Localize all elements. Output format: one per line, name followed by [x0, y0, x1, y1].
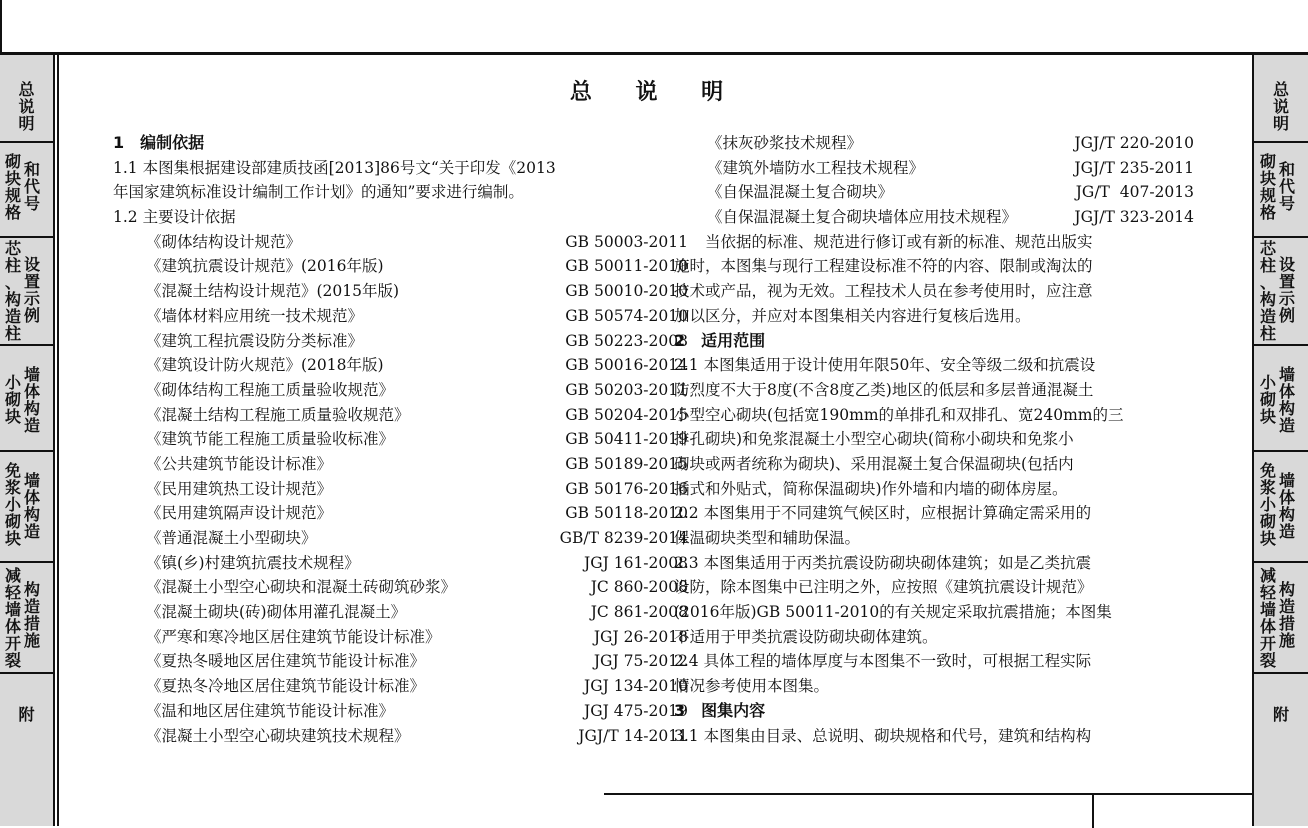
- reference-code: JGJ 475-2019: [583, 701, 688, 720]
- paragraph-line: 1.1 本图集根据建设部建质技函[2013]86号文“关于印发《2013: [113, 158, 556, 177]
- reference-title: 《墙体材料应用统一技术规范》: [146, 306, 364, 325]
- paragraph-line: 情况参考使用本图集。: [674, 677, 830, 696]
- left-index-tabs: [0, 55, 55, 826]
- tab-small-block-wall[interactable]: 小 砌 块 墙 体 构 造: [1254, 346, 1308, 452]
- reference-code: JGJ/T 14-2011: [578, 726, 688, 745]
- right-text-column: [674, 131, 1194, 748]
- reference-item: [113, 254, 688, 279]
- reference-title: 《自保温混凝土复合砌块墙体应用技术规程》: [707, 208, 1018, 227]
- reference-item: [113, 526, 688, 551]
- reference-code: GB 50204-2015: [565, 405, 688, 424]
- tab-small-block-wall[interactable]: 小 砌 块 墙 体 构 造: [0, 346, 53, 452]
- tab-block-specs[interactable]: 砌 块 规 格 和 代 号: [1254, 143, 1308, 238]
- reference-title: 《建筑工程抗震设防分类标准》: [146, 331, 364, 350]
- tab-mortarless-block-wall[interactable]: 免 浆 小 砌 块 墙 体 构 造: [1254, 452, 1308, 563]
- reference-code: JGJ 26-2018: [593, 627, 688, 646]
- reference-code: GB 50016-2014: [565, 356, 688, 375]
- reference-item: [113, 625, 688, 650]
- tab-appendix[interactable]: 附: [1272, 705, 1289, 724]
- tab-mortarless-block-wall[interactable]: 免 浆 小 砌 块 墙 体 构 造: [0, 452, 53, 563]
- reference-title: 《混凝土结构工程施工质量验收规范》: [146, 405, 410, 424]
- reference-title: 《建筑外墙防水工程技术规程》: [707, 158, 925, 177]
- reference-item: [113, 501, 688, 526]
- reference-title: 《严寒和寒冷地区居住建筑节能设计标准》: [146, 627, 441, 646]
- tab-crack-reduction[interactable]: 减 轻 墙 体 开 裂 构 造 措 施: [1254, 563, 1308, 674]
- reference-code: GB 50223-2008: [565, 331, 688, 350]
- paragraph-line: 技术或产品，视为无效。工程技术人员在参考使用时，应注意: [674, 282, 1093, 301]
- paragraph-line: 砌块或两者统称为砌块)、采用混凝土复合保温砌块(包括内: [674, 454, 1074, 473]
- reference-code: JGJ 161-2008: [583, 553, 688, 572]
- reference-title: 《公共建筑节能设计标准》: [146, 454, 333, 473]
- reference-item: [113, 699, 688, 724]
- paragraph-line: 2.3 本图集适用于丙类抗震设防砌块砌体建筑；如是乙类抗震: [674, 553, 1092, 572]
- reference-item: [674, 205, 1194, 230]
- paragraph-line: 施时，本图集与现行工程建设标准不符的内容、限制或淘汰的: [674, 257, 1093, 276]
- reference-title: 《建筑抗震设计规范》(2016年版): [146, 257, 384, 276]
- reference-item: [113, 279, 688, 304]
- tab-core-column[interactable]: 芯 柱 、 构 造 柱 设 置 示 例: [1254, 238, 1308, 346]
- left-text-column: [113, 131, 688, 748]
- paragraph-line: (2016年版)GB 50011-2010的有关规定采取抗震措施；本图集: [674, 603, 1112, 622]
- reference-item: [674, 131, 1194, 156]
- reference-code: GB 50010-2010: [565, 282, 688, 301]
- paragraph-line: 保温砌块类型和辅助保温。: [674, 529, 861, 547]
- reference-code: GB 50574-2010: [565, 306, 688, 325]
- paragraph-line: 插式和外贴式，简称保温砌块)作外墙和内墙的砌体房屋。: [674, 479, 1068, 498]
- reference-item: [113, 403, 688, 428]
- reference-list: [113, 230, 688, 748]
- paragraph-line: 当依据的标准、规范进行修订或有新的标准、规范出版实: [674, 232, 1093, 251]
- tab-core-column[interactable]: 芯 柱 、 构 造 柱 设 置 示 例: [0, 238, 53, 346]
- reference-item: [113, 551, 688, 576]
- reference-item: [113, 427, 688, 452]
- reference-code: JGJ/T 323-2014: [1074, 208, 1194, 227]
- tab-crack-reduction[interactable]: 减 轻 墙 体 开 裂 构 造 措 施: [0, 563, 53, 674]
- page-title: 总 说 明: [569, 80, 742, 105]
- tab-block-specs[interactable]: 砌 块 规 格 和 代 号: [0, 143, 53, 238]
- reference-code: JG/T 407-2013: [1075, 183, 1194, 202]
- paragraph-line: 2.1 本图集适用于设计使用年限50年、安全等级二级和抗震设: [674, 356, 1096, 375]
- paragraph-line: 小型空心砌块(包括宽190mm的单排孔和双排孔、宽240mm的三: [674, 405, 1124, 424]
- right-index-tabs: [1252, 55, 1308, 826]
- paragraph-line: 2.2 本图集用于不同建筑气候区时，应根据计算确定需采用的: [674, 504, 1092, 523]
- document-page: [59, 55, 1252, 826]
- reference-title: 《夏热冬暖地区居住建筑节能设计标准》: [146, 652, 426, 671]
- reference-code: GB 50411-2019: [565, 430, 688, 449]
- reference-code: GB 50011-2010: [565, 257, 688, 276]
- reference-title: 《自保温混凝土复合砌块》: [707, 183, 894, 202]
- reference-code: GB 50189-2015: [565, 454, 688, 473]
- reference-title: 《混凝土小型空心砌块建筑技术规程》: [146, 726, 410, 745]
- reference-title: 《抹灰砂浆技术规程》: [707, 134, 863, 152]
- title-block-divider: [1092, 795, 1094, 828]
- reference-title: 《砌体结构设计规范》: [146, 232, 302, 251]
- reference-code: JC 861-2008: [590, 603, 688, 622]
- reference-title: 《民用建筑隔声设计规范》: [146, 504, 333, 523]
- reference-item: [113, 353, 688, 378]
- reference-title: 《建筑设计防火规范》(2018年版): [146, 356, 384, 375]
- reference-code: JGJ/T 220-2010: [1074, 134, 1194, 152]
- section-heading-3: 3 图集内容: [674, 700, 766, 720]
- paragraph-line: 防烈度不大于8度(不含8度乙类)地区的低层和多层普通混凝土: [674, 380, 1094, 399]
- reference-item: [113, 230, 688, 255]
- reference-code: GB 50003-2011: [565, 232, 688, 251]
- reference-item: [113, 649, 688, 674]
- tab-appendix[interactable]: 附: [18, 705, 35, 724]
- reference-item: [113, 724, 688, 749]
- reference-item: [674, 156, 1194, 181]
- reference-title: 《建筑节能工程施工质量验收标准》: [146, 430, 395, 449]
- reference-item: [113, 575, 688, 600]
- section-heading-1: 1 编制依据: [113, 133, 205, 152]
- title-block-top: [604, 793, 1252, 826]
- reference-code: JGJ 75-2012: [593, 652, 688, 671]
- paragraph-line: 设防，除本图集中已注明之外，应按照《建筑抗震设计规范》: [674, 578, 1093, 597]
- paragraph-line: 不适用于甲类抗震设防砌块砌体建筑。: [674, 627, 938, 646]
- reference-title: 《镇(乡)村建筑抗震技术规程》: [146, 553, 360, 572]
- reference-item: [113, 329, 688, 354]
- reference-title: 《温和地区居住建筑节能设计标准》: [146, 701, 395, 720]
- reference-item: [113, 452, 688, 477]
- reference-code: JGJ 134-2010: [583, 677, 688, 696]
- paragraph-line: 1.2 主要设计依据: [113, 208, 236, 227]
- section-heading-2: 2 适用范围: [674, 330, 766, 350]
- reference-title: 《民用建筑热工设计规范》: [146, 479, 333, 498]
- reference-code: GB 50118-2010: [565, 504, 688, 523]
- reference-item: [113, 378, 688, 403]
- reference-item: [674, 180, 1194, 205]
- reference-title: 《夏热冬冷地区居住建筑节能设计标准》: [146, 677, 426, 696]
- tab-general-notes[interactable]: 总 说 明: [1254, 55, 1308, 143]
- reference-list: [674, 131, 1194, 230]
- reference-item: [113, 304, 688, 329]
- reference-code: JC 860-2008: [590, 578, 688, 597]
- reference-item: [113, 477, 688, 502]
- paragraph-line: 3.1 本图集由目录、总说明、砌块规格和代号，建筑和结构构: [674, 726, 1092, 745]
- reference-title: 《普通混凝土小型砌块》: [146, 529, 317, 547]
- reference-item: [113, 600, 688, 625]
- tab-general-notes[interactable]: 总 说 明: [0, 55, 53, 143]
- reference-code: GB 50203-2011: [565, 380, 688, 399]
- paragraph-line: 年国家建筑标准设计编制工作计划》的通知”要求进行编制。: [113, 183, 524, 202]
- reference-title: 《混凝土砌块(砖)砌体用灌孔混凝土》: [146, 603, 407, 622]
- reference-title: 《混凝土结构设计规范》(2015年版): [146, 282, 400, 301]
- paragraph-line: 加以区分，并应对本图集相关内容进行复核后选用。: [674, 306, 1031, 325]
- paragraph-line: 2.4 具体工程的墙体厚度与本图集不一致时，可根据工程实际: [674, 652, 1092, 671]
- reference-code: GB/T 8239-2014: [559, 529, 688, 547]
- reference-title: 《砌体结构工程施工质量验收规范》: [146, 380, 395, 399]
- reference-title: 《混凝土小型空心砌块和混凝土砖砌筑砂浆》: [146, 578, 457, 597]
- frame-corner-line: [0, 0, 2, 52]
- paragraph-line: 排孔砌块)和免浆混凝土小型空心砌块(简称小砌块和免浆小: [674, 430, 1074, 449]
- reference-code: GB 50176-2016: [565, 479, 688, 498]
- reference-item: [113, 674, 688, 699]
- reference-code: JGJ/T 235-2011: [1074, 158, 1194, 177]
